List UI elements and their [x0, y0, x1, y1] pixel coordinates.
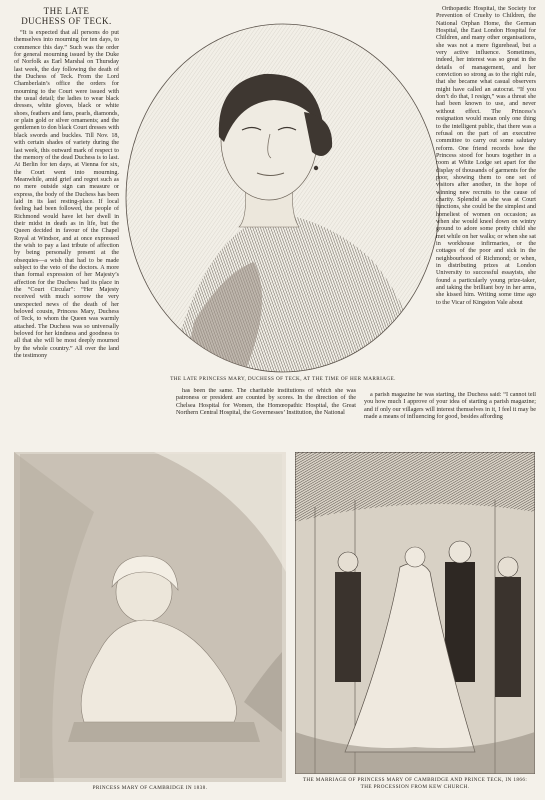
heading-line-2: DUCHESS OF TECK. [21, 16, 112, 26]
article-column-3-bottom [364, 392, 536, 448]
article-heading [14, 6, 119, 26]
child-caption: PRINCESS MARY OF CAMBRIDGE IN 1838. [92, 785, 208, 791]
child-illustration [14, 452, 286, 782]
article-column-2-bottom [176, 388, 356, 448]
child-portrait-engraving [14, 452, 286, 782]
marriage-engraving [295, 452, 535, 774]
article-text-col2-bottom: has been the same. The charitable institutions of which she was patroness or president are counted by scores. In the direction of the Chelsea Hospital for Women, the Homœopathic Hospital, the Great Northern Central Hospital, the Governesses’ Institution, the National [176, 388, 356, 417]
marriage-caption-line-2: THE PROCESSION FROM KEW CHURCH. [360, 784, 470, 790]
portrait-engraving [124, 22, 442, 374]
marriage-caption-line-1: THE MARRIAGE OF PRINCESS MARY OF CAMBRIDGE AND PRINCE TECK, IN 1866: [302, 777, 528, 783]
article-column-3 [436, 6, 536, 392]
portrait-caption: THE LATE PRINCESS MARY, DUCHESS OF TECK, AT THE TIME OF HER MARRIAGE. [170, 376, 396, 382]
procession-illustration [295, 452, 535, 774]
article-text-col3: Orthopædic Hospital, the Society for Prevention of Cruelty to Children, the National Orphan Home, the German Hospital, the East London Hospital for Children, and many other organisations, she was not a mere figurehead, but a very active influence. Sometimes, indeed, her interest was so great in the details of management, and her conviction so strong as to the right rule, that she became what casual observers might have called an autocrat. “If you don’t do that, I resign,” was a threat she had been known to use, and never without effect. The Princess’s resignation would mean only one thing to the intelligent public, that there was a refusal on the part of an executive committee to carry out some salutary reform. One friend records how the Princess stood for hours together in a room at White Lodge set apart for the display of thousands of garments for the poor, showing them to one set of visitors after another, in the hope of winning new recruits to the cause of charity. Splendid as she was at Court functions, she could be the simplest and homeliest of women on occasion; as when she would kneel down on wintry ground to adore some pretty child she met while on her walks; or when she sat in workhouse infirmaries, or the cottages of the poor and sick in the neighbourhood of Richmond; or when, in distributing prizes at London University to successful essayists, she found a particularly young prize-taker, and taking the brilliant boy in her arms, she kissed him. Writing some time ago to the Vicar of Kingston Vale about [436, 6, 536, 306]
heading-line-1: THE LATE [43, 6, 90, 16]
article-column-1 [14, 6, 119, 450]
article-text-col3-bottom: a parish magazine he was starting, the Duchess said: “I cannot tell you how much I approve of your idea of starting a parish magazine; and if only our villagers will interest themselves in it, I feel it may be made a means of influencing for good, besides affording [364, 392, 536, 421]
article-text-col1: “It is expected that all persons do put themselves into mourning for ten days, to commence this day.” Such was the order for general mourning issued by the Duke of Norfolk as Earl Marshal on Thursday last week, the day following the death of the Duchess of Teck. From the Lord Chamberlain’s office the orders for mourning to the Court were issued with the usual detail; the ladies to wear black dresses, white gloves, black or white shoes, feathers and fans, pearls, diamonds, or plain gold or silver ornaments; and the gentlemen to don black Court dresses with black swords and buckles. Till Nov. 18, with certain shades of variety during the last week, this outward mark of respect to the memory of the dead Duchess is to last. At Berlin for ten days, at Vienna for six, the Court went into mourning. Meanwhile, amid grief and regret such as no mere outside sign can measure or express, the body of the Duchess has been laid in its last resting-place. If local feeling had been followed, the people of Richmond would have let her dwell in their midst in death as in life, but the Queen decided in favour of the Chapel Royal at Windsor, and at once expressed the wish to pay a last tribute of affection by being personally present at the obsequies—a wish that had to be made subject to the veto of the doctors. A more than formal expression of her Majesty’s affection for the Duchess had its place in the “Court Circular”: “Her Majesty received with much sorrow the very unexpected news of the death of her beloved cousin, Princess Mary, Duchess of Teck, to whom the Queen was warmly attached. The Duchess was so universally beloved for her kindness and goodness to all that she will be most deeply mourned by the whole country.” All over the land the testimony [14, 30, 119, 360]
portrait-illustration [124, 22, 442, 374]
